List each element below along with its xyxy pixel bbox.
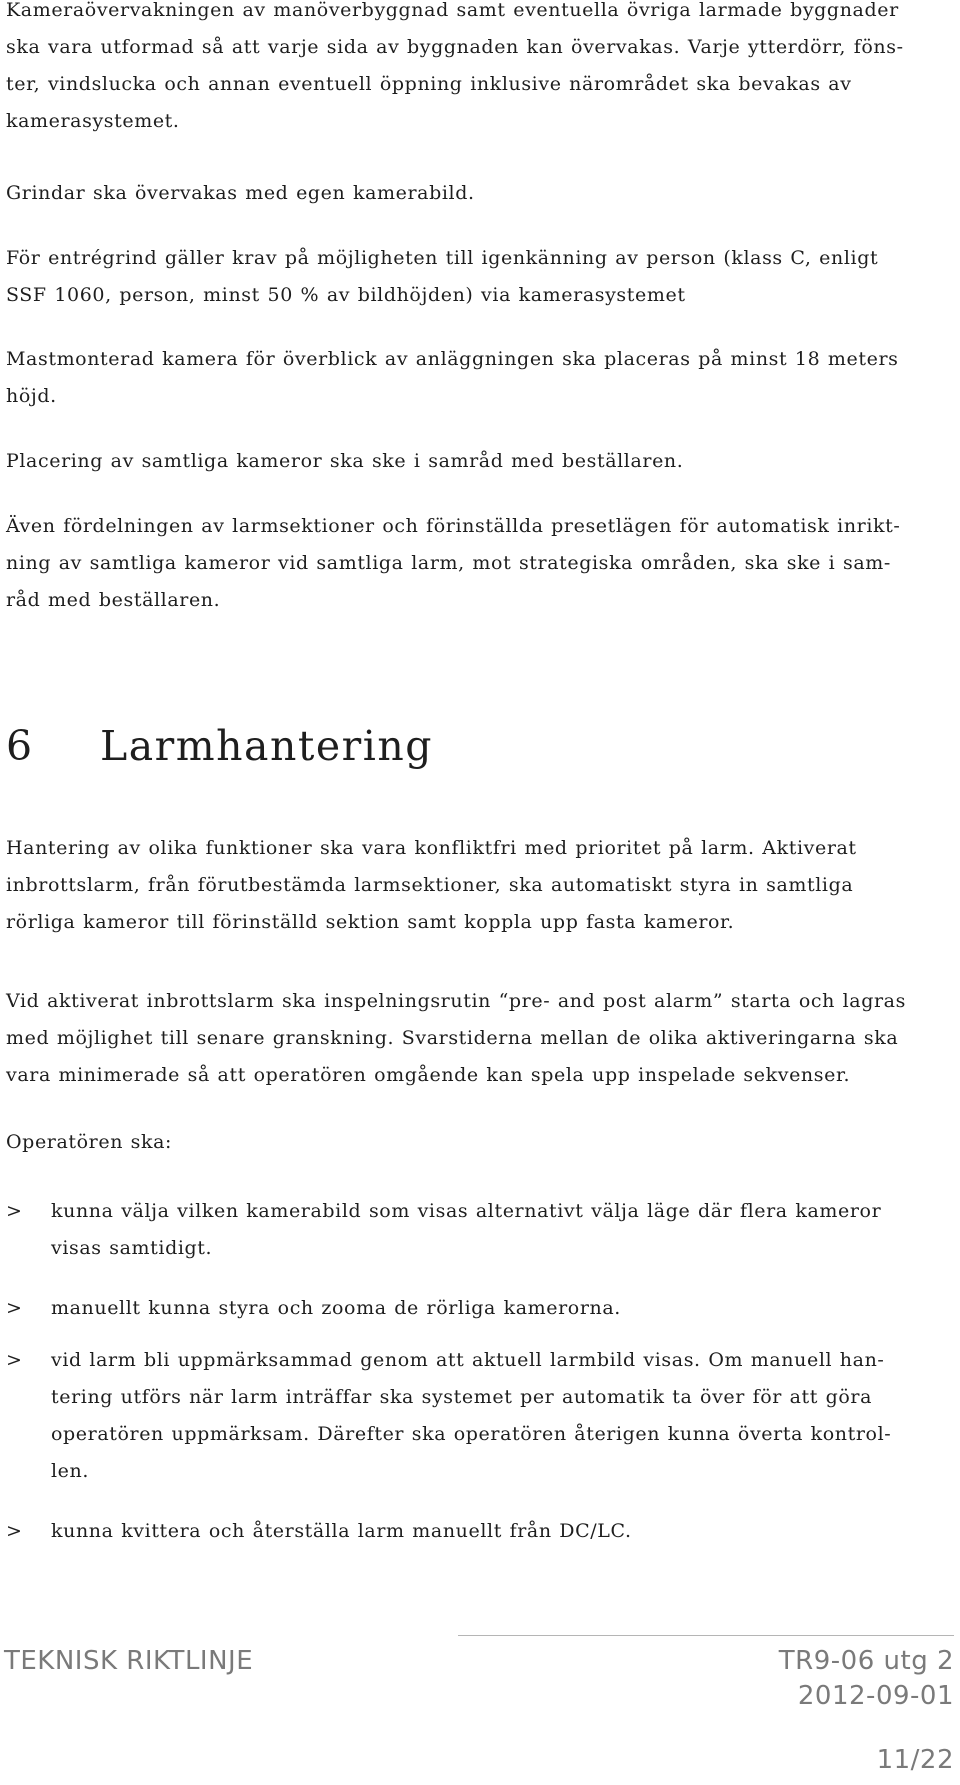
paragraph-alarm-handling	[6, 830, 941, 941]
text-line: Mastmonterad kamera för överblick av anläggningen ska placeras på minst 18 meters	[6, 348, 899, 370]
paragraph-mast-camera	[6, 341, 941, 415]
text-line: len.	[51, 1460, 89, 1482]
paragraph-placement	[6, 443, 941, 480]
text-line: tering utförs när larm inträffar ska systemet per automatik ta över för att göra	[51, 1386, 873, 1408]
text-line: Placering av samtliga kameror ska ske i samråd med beställaren.	[6, 450, 684, 472]
footer-divider	[458, 1635, 954, 1636]
section-number: 6	[6, 722, 34, 770]
text-line: kamerasystemet.	[6, 110, 180, 132]
footer-date: 2012-09-01	[797, 1681, 954, 1711]
bullet-marker: >	[6, 1520, 23, 1542]
paragraph-entrance-gate	[6, 240, 941, 314]
text-line: Grindar ska övervakas med egen kamerabild.	[6, 182, 475, 204]
list-item-text	[51, 1342, 891, 1490]
paragraph-recording-routine	[6, 983, 941, 1094]
text-line: ning av samtliga kameror vid samtliga larm, mot strategiska områden, ska ske i sam-	[6, 552, 891, 574]
bullet-marker: >	[6, 1297, 23, 1319]
section-heading	[6, 716, 433, 776]
text-line: rörliga kameror till förinställd sektion samt koppla upp fasta kameror.	[6, 911, 735, 933]
text-line: För entrégrind gäller krav på möjligheten till igenkänning av person (klass C, enligt	[6, 247, 879, 269]
text-line: ska vara utformad så att varje sida av byggnaden kan övervakas. Varje ytterdörr, föns-	[6, 36, 904, 58]
text-line: kunna kvittera och återställa larm manuellt från DC/LC.	[51, 1520, 632, 1542]
text-line: inbrottslarm, från förutbestämda larmsektioner, ska automatiskt styra in samtliga	[6, 874, 854, 896]
text-line: Kameraövervakningen av manöverbyggnad samt eventuella övriga larmade byggnader	[6, 0, 899, 21]
paragraph-camera-surveillance	[6, 0, 941, 140]
footer-document-type: TEKNISK RIKTLINJE	[4, 1646, 254, 1676]
text-line: manuellt kunna styra och zooma de rörliga kamerorna.	[51, 1297, 621, 1319]
paragraph-gates	[6, 175, 941, 212]
text-line: Vid aktiverat inbrottslarm ska inspelningsrutin “pre- and post alarm” starta och lagras	[6, 990, 906, 1012]
text-line: ter, vindslucka och annan eventuell öppning inklusive närområdet ska bevakas av	[6, 73, 852, 95]
footer-document-id: TR9-06 utg 2	[778, 1646, 954, 1676]
list-item-text	[51, 1193, 881, 1267]
text-line: visas samtidigt.	[51, 1237, 213, 1259]
section-title: Larmhantering	[100, 722, 434, 770]
text-line: SSF 1060, person, minst 50 % av bildhöjden) via kamerasystemet	[6, 284, 686, 306]
text-line: vara minimerade så att operatören omgående kan spela upp inspelade sekvenser.	[6, 1064, 851, 1086]
text-line: Hantering av olika funktioner ska vara konfliktfri med prioritet på larm. Aktiverat	[6, 837, 857, 859]
text-line: råd med beställaren.	[6, 589, 221, 611]
text-line: vid larm bli uppmärksammad genom att aktuell larmbild visas. Om manuell han-	[51, 1349, 885, 1371]
paragraph-operator-intro	[6, 1124, 941, 1161]
list-item-text	[51, 1513, 632, 1550]
text-line: Även fördelningen av larmsektioner och förinställda presetlägen för automatisk inrikt-	[6, 515, 901, 537]
text-line: Operatören ska:	[6, 1131, 173, 1153]
text-line: med möjlighet till senare granskning. Svarstiderna mellan de olika aktiveringarna ska	[6, 1027, 899, 1049]
footer-page-number: 11/22	[876, 1745, 954, 1775]
paragraph-alarm-sections	[6, 508, 941, 619]
bullet-marker: >	[6, 1349, 23, 1371]
text-line: höjd.	[6, 385, 57, 407]
text-line: operatören uppmärksam. Därefter ska operatören återigen kunna överta kontrol-	[51, 1423, 892, 1445]
text-line: kunna välja vilken kamerabild som visas alternativt välja läge där flera kameror	[51, 1200, 882, 1222]
bullet-marker: >	[6, 1200, 23, 1222]
list-item-text	[51, 1290, 621, 1327]
